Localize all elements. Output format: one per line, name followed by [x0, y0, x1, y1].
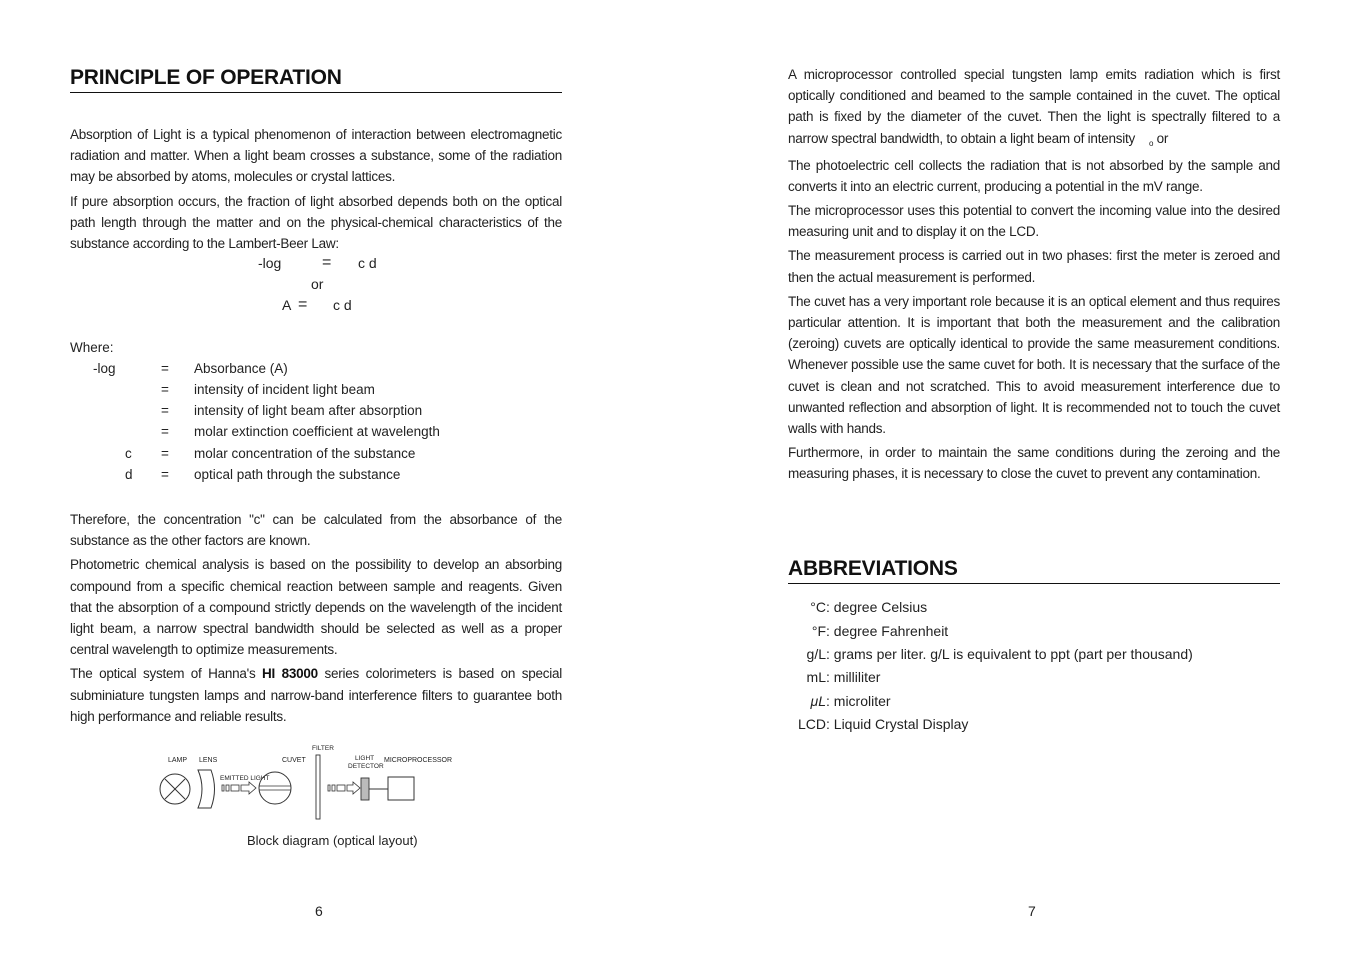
optical-para-suffix: series colorimeters is based on special subminiature tungsten lamps and narrow-band interference filters to guarantee both high performance and reliable results.: [70, 666, 562, 724]
equation-line1-lhs: -log: [258, 255, 282, 271]
equation-or: or: [311, 276, 324, 292]
paragraph: Furthermore, in order to maintain the same conditions during the zeroing and the measuring phases, it is necessary to close the cuvet to prevent any contamination.: [788, 445, 1280, 482]
left-page: [70, 0, 562, 954]
abbreviation-key: °C: [810, 599, 826, 615]
paragraph: Photometric chemical analysis is based on the possibility to develop an absorbing compound from a specific chemical reaction between sample and reagents. Given that the absorption of a compound strictly depends on the wavelength of the incident light beam, a narrow spectral bandwidth should be selected as well as a proper central wavelength to optimize measurements.: [70, 557, 562, 658]
intensity-suffix: or: [1153, 130, 1169, 146]
paragraph: The microprocessor uses this potential to convert the incoming value into the desired measuring unit and to display it on the LCD.: [788, 202, 1280, 240]
abbreviation-key: μL: [810, 693, 826, 709]
definition-text: molar concentration of the substance: [194, 446, 416, 461]
definition-symbol: d: [125, 467, 133, 482]
equation-line2-equals: =: [298, 296, 308, 313]
body-text: [70, 509, 562, 730]
definition-equals: =: [161, 446, 169, 461]
definition-text: intensity of incident light beam: [194, 382, 375, 397]
diagram-label-lens: LENS: [199, 757, 218, 764]
section-heading-abbreviations: ABBREVIATIONS: [788, 557, 1280, 584]
diagram-label-cuvet: CUVET: [282, 757, 306, 764]
page-number: 7: [1028, 903, 1036, 919]
paragraph: The cuvet has a very important role because it is an optical element and thus requires particular attention. It is important that both the measurement and the calibration (zeroing) cuvets are optically identical to provide the same measurement conditions. Whenever possible use the same cuvet for both. It is necessary that the surface of the cuvet is clean and not scratched. This to avoid measurement interference due to unwanted reflection and absorption of light. It is recommended not to touch the cuvet walls with hands.: [788, 293, 1280, 436]
definition-equals: =: [161, 467, 169, 482]
definition-equals: =: [161, 424, 169, 439]
paragraph: Therefore, the concentration "c" can be calculated from the absorbance of the substance as the other factors are known.: [70, 512, 562, 549]
right-body-text: [788, 64, 1280, 488]
definition-text: optical path through the substance: [194, 467, 401, 482]
definition-row: [70, 446, 490, 467]
intensity-subscript: o: [1148, 139, 1154, 149]
definition-row: [70, 382, 490, 403]
microprocessor-icon: [388, 777, 414, 800]
model-name: HI 83000: [262, 666, 318, 682]
abbreviation-key: °F: [811, 623, 826, 639]
definition-equals: =: [161, 382, 169, 397]
right-page: A microprocessor controlled special tungsten lamp emits radiation which is first optically conditioned and beamed to the sample contained in the cuvet. The optical path is fixed by the diameter of the cuvet. Then the light is spectrally filtered to a narrow spectral bandwidth, to obtain a light beam of intensity $_o$ or The photoelectric cell collects the radiation that is not absorbed by the sample and converts it into an electric current, producing a potential in the mV range. The microprocessor uses this potential to convert the incoming value into the desired measuring unit and to display it on the LCD. The measurement process is carried out in two phases: first the meter is zeroed and then the actual measurement is performed. The cuvet has a very important role because it is an optical element and thus requires particular attention. It is important that both the measurement and the calibration (zeroing) cuvets are optically identical to provide the same measurement conditions. Whenever possible use the same cuvet for both. It is necessary that the surface of the cuvet is clean and not scratched. This to avoid measurement interference due to unwanted reflection and absorption of light. It is recommended not to touch the cuvet walls with hands. Furthermore, in order to maintain the same conditions during the zeroing and the measuring phases, it is necessary to close the cuvet to prevent any contamination. ABBREVIATIONS °C : degree Celsius °F : degree Fahrenheit g/L : grams per liter. g/L is equivalent to ppt (part per thousand) mL : milliliter μL : microliter LCD : Liquid Crystal Display 7: [788, 0, 1280, 954]
diagram-label-light: LIGHT: [355, 755, 375, 762]
diagram-label-filter: FILTER: [312, 745, 334, 752]
diagram-label-microprocessor: MICROPROCESSOR: [384, 757, 453, 764]
paragraph: Absorption of Light is a typical phenomenon of interaction between electromagnetic radiation and matter. When a light beam crosses a substance, some of the radiation may be absorbed by atoms, molecules or crystal lattices.: [70, 127, 562, 185]
equation-line1-rhs: c d: [358, 255, 377, 271]
diagram-label-detector: DETECTOR: [348, 763, 384, 770]
definition-symbol: -log: [93, 361, 116, 376]
definition-text: intensity of light beam after absorption: [194, 403, 423, 418]
definition-equals: =: [161, 361, 169, 376]
equation-line1-equals: =: [322, 254, 332, 271]
diagram-caption: Block diagram (optical layout): [247, 833, 418, 848]
filtered-light-arrow-icon: [328, 782, 360, 794]
definition-equals: =: [161, 403, 169, 418]
definition-row: [70, 361, 490, 382]
definition-text: Absorbance (A): [194, 361, 288, 376]
lamp-icon: [160, 774, 190, 804]
paragraph: If pure absorption occurs, the fraction of light absorbed depends both on the optical path length through the matter and on the physical-chemical characteristics of the substance according to the Lambert-Beer Law:: [70, 193, 562, 252]
paragraph: The measurement process is carried out in two phases: first the meter is zeroed and then the actual measurement is performed.: [788, 248, 1280, 285]
where-label: Where:: [70, 340, 114, 355]
light-detector-icon: [361, 778, 388, 800]
abbreviation-key: g/L: [806, 646, 826, 662]
optical-para-prefix: The optical system of Hanna's: [70, 666, 263, 682]
filter-icon: [316, 755, 320, 819]
definition-symbol: c: [125, 446, 132, 461]
definition-row: [70, 424, 490, 445]
abbreviation-key: mL: [806, 669, 826, 685]
emitted-light-arrow-icon: [222, 782, 256, 794]
equation-line2-lhs: A: [282, 297, 292, 313]
diagram-label-emitted-light: EMITTED LIGHT: [220, 775, 270, 782]
definition-row: [70, 467, 490, 488]
section-heading-principle: PRINCIPLE OF OPERATION: [70, 66, 562, 93]
intro-text: [70, 124, 562, 257]
page-number: 6: [315, 903, 323, 919]
paragraph: [70, 663, 562, 727]
lens-icon: [198, 770, 215, 808]
paragraph-text: A microprocessor controlled special tungsten lamp emits radiation which is first optically conditioned and beamed to the sample contained in the cuvet. The optical path is fixed by the diameter of the cuvet. Then the light is spectrally filtered to a narrow spectral bandwidth, to obtain a light beam of intensity: [788, 67, 1280, 146]
paragraph: [788, 64, 1280, 155]
paragraph: The photoelectric cell collects the radiation that is not absorbed by the sample and converts it into an electric current, producing a potential in the mV range.: [788, 157, 1280, 194]
definition-text: molar extinction coefficient at wavelength: [194, 424, 440, 439]
cuvet-icon: [259, 772, 291, 804]
optical-block-diagram: [158, 740, 478, 825]
definition-row: [70, 403, 490, 424]
diagram-label-lamp: LAMP: [168, 757, 188, 764]
abbreviation-key: LCD: [797, 716, 826, 732]
equation-line2-rhs: c d: [333, 297, 352, 313]
